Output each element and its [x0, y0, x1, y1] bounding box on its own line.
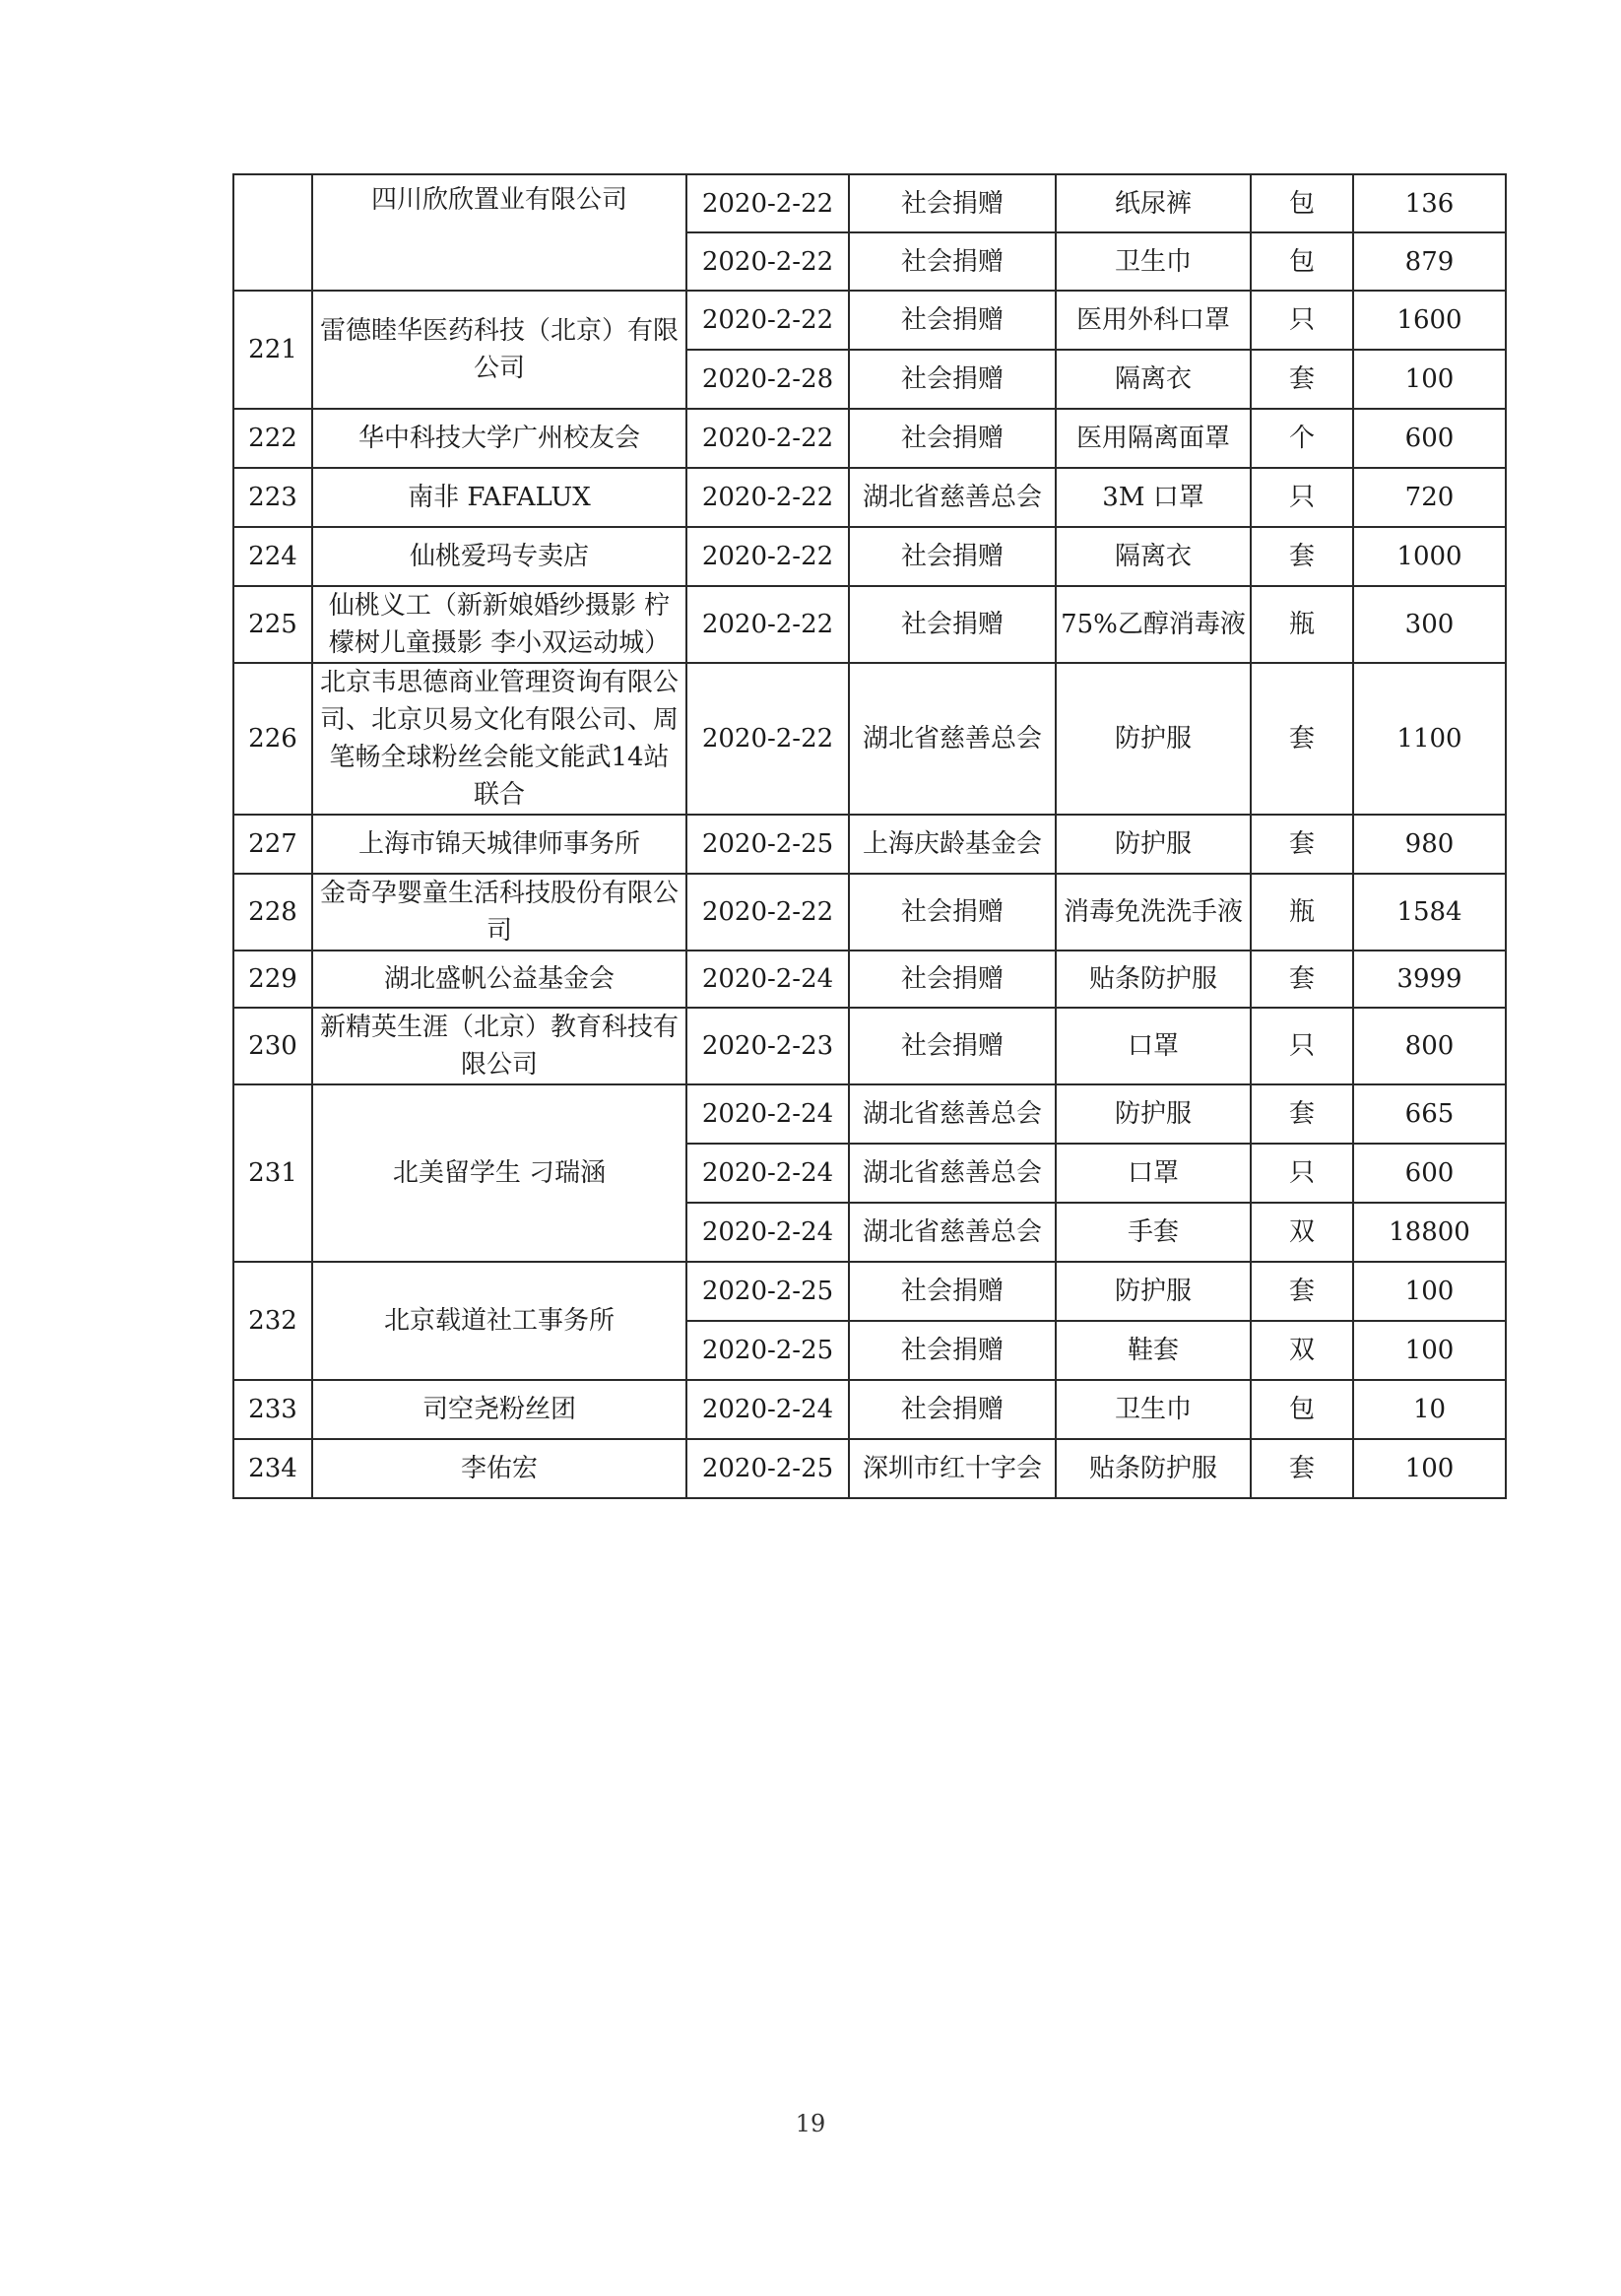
table-row: [233, 174, 1506, 232]
recipient-cell: 社会捐赠: [849, 409, 1056, 468]
serial-number-cell: 228: [233, 874, 312, 951]
table-row: [233, 586, 1506, 663]
item-cell: 口罩: [1056, 1008, 1251, 1084]
date-cell: 2020-2-22: [686, 874, 849, 951]
unit-cell: 个: [1251, 409, 1353, 468]
recipient-cell: 湖北省慈善总会: [849, 663, 1056, 815]
serial-number-cell: 224: [233, 527, 312, 586]
item-cell: 消毒免洗洗手液: [1056, 874, 1251, 951]
quantity-cell: 665: [1353, 1084, 1506, 1144]
donor-cell: 北美留学生 刁瑞涵: [312, 1084, 686, 1262]
recipient-cell: 社会捐赠: [849, 350, 1056, 409]
serial-number-cell: 230: [233, 1008, 312, 1084]
unit-cell: 包: [1251, 232, 1353, 291]
table-row: [233, 409, 1506, 468]
recipient-cell: 社会捐赠: [849, 586, 1056, 663]
donor-cell: 金奇孕婴童生活科技股份有限公司: [312, 874, 686, 951]
date-cell: 2020-2-23: [686, 1008, 849, 1084]
donor-cell: 北京载道社工事务所: [312, 1262, 686, 1380]
item-cell: 鞋套: [1056, 1321, 1251, 1380]
serial-number-cell: 225: [233, 586, 312, 663]
donor-cell: 南非 FAFALUX: [312, 468, 686, 527]
date-cell: 2020-2-24: [686, 951, 849, 1008]
unit-cell: 套: [1251, 527, 1353, 586]
quantity-cell: 100: [1353, 1262, 1506, 1321]
table-row: [233, 468, 1506, 527]
item-cell: 纸尿裤: [1056, 174, 1251, 232]
recipient-cell: 上海庆龄基金会: [849, 815, 1056, 874]
recipient-cell: 社会捐赠: [849, 1008, 1056, 1084]
table-row: [233, 663, 1506, 815]
item-cell: 卫生巾: [1056, 1380, 1251, 1439]
table-row: [233, 874, 1506, 951]
donor-cell: 新精英生涯（北京）教育科技有限公司: [312, 1008, 686, 1084]
quantity-cell: 720: [1353, 468, 1506, 527]
recipient-cell: 湖北省慈善总会: [849, 1144, 1056, 1203]
page-number: 19: [795, 2110, 826, 2137]
recipient-cell: 社会捐赠: [849, 1380, 1056, 1439]
item-cell: 3M 口罩: [1056, 468, 1251, 527]
date-cell: 2020-2-22: [686, 174, 849, 232]
date-cell: 2020-2-22: [686, 291, 849, 350]
donation-table: [232, 173, 1507, 1499]
quantity-cell: 1100: [1353, 663, 1506, 815]
quantity-cell: 100: [1353, 350, 1506, 409]
quantity-cell: 18800: [1353, 1203, 1506, 1262]
serial-number-cell: 227: [233, 815, 312, 874]
serial-number-cell: 229: [233, 951, 312, 1008]
donor-cell: 司空尧粉丝团: [312, 1380, 686, 1439]
serial-number-cell: 222: [233, 409, 312, 468]
table-row: [233, 815, 1506, 874]
date-cell: 2020-2-22: [686, 468, 849, 527]
donor-cell: 湖北盛帆公益基金会: [312, 951, 686, 1008]
unit-cell: 双: [1251, 1321, 1353, 1380]
unit-cell: 套: [1251, 1262, 1353, 1321]
donor-cell: 北京韦思德商业管理资询有限公司、北京贝易文化有限公司、周笔畅全球粉丝会能文能武14站联合: [312, 663, 686, 815]
date-cell: 2020-2-24: [686, 1380, 849, 1439]
serial-number-cell: 221: [233, 291, 312, 409]
donor-cell: 四川欣欣置业有限公司: [312, 174, 686, 291]
table-row: [233, 1084, 1506, 1144]
table-row: [233, 1008, 1506, 1084]
donor-cell: 上海市锦天城律师事务所: [312, 815, 686, 874]
recipient-cell: 深圳市红十字会: [849, 1439, 1056, 1498]
quantity-cell: 800: [1353, 1008, 1506, 1084]
date-cell: 2020-2-22: [686, 409, 849, 468]
item-cell: 贴条防护服: [1056, 1439, 1251, 1498]
item-cell: 手套: [1056, 1203, 1251, 1262]
recipient-cell: 社会捐赠: [849, 1321, 1056, 1380]
table-row: [233, 1380, 1506, 1439]
date-cell: 2020-2-22: [686, 663, 849, 815]
unit-cell: 套: [1251, 1084, 1353, 1144]
quantity-cell: 600: [1353, 409, 1506, 468]
donor-cell: 华中科技大学广州校友会: [312, 409, 686, 468]
item-cell: 卫生巾: [1056, 232, 1251, 291]
quantity-cell: 980: [1353, 815, 1506, 874]
unit-cell: 只: [1251, 1144, 1353, 1203]
quantity-cell: 136: [1353, 174, 1506, 232]
unit-cell: 瓶: [1251, 586, 1353, 663]
unit-cell: 套: [1251, 815, 1353, 874]
serial-number-cell: 234: [233, 1439, 312, 1498]
quantity-cell: 879: [1353, 232, 1506, 291]
date-cell: 2020-2-24: [686, 1084, 849, 1144]
date-cell: 2020-2-22: [686, 586, 849, 663]
recipient-cell: 社会捐赠: [849, 527, 1056, 586]
unit-cell: 套: [1251, 951, 1353, 1008]
recipient-cell: 湖北省慈善总会: [849, 468, 1056, 527]
quantity-cell: 1000: [1353, 527, 1506, 586]
table-row: [233, 291, 1506, 350]
serial-number-cell: 233: [233, 1380, 312, 1439]
serial-number-cell: [233, 174, 312, 291]
date-cell: 2020-2-28: [686, 350, 849, 409]
quantity-cell: 100: [1353, 1439, 1506, 1498]
item-cell: 医用隔离面罩: [1056, 409, 1251, 468]
table-row: [233, 1262, 1506, 1321]
unit-cell: 双: [1251, 1203, 1353, 1262]
item-cell: 防护服: [1056, 1084, 1251, 1144]
date-cell: 2020-2-25: [686, 1321, 849, 1380]
unit-cell: 套: [1251, 1439, 1353, 1498]
item-cell: 贴条防护服: [1056, 951, 1251, 1008]
quantity-cell: 3999: [1353, 951, 1506, 1008]
recipient-cell: 湖北省慈善总会: [849, 1084, 1056, 1144]
unit-cell: 包: [1251, 174, 1353, 232]
table-row: [233, 527, 1506, 586]
quantity-cell: 1584: [1353, 874, 1506, 951]
donation-table-body: [233, 174, 1506, 1498]
item-cell: 防护服: [1056, 815, 1251, 874]
recipient-cell: 社会捐赠: [849, 874, 1056, 951]
item-cell: 隔离衣: [1056, 350, 1251, 409]
donor-cell: 李佑宏: [312, 1439, 686, 1498]
quantity-cell: 10: [1353, 1380, 1506, 1439]
unit-cell: 瓶: [1251, 874, 1353, 951]
quantity-cell: 300: [1353, 586, 1506, 663]
date-cell: 2020-2-24: [686, 1203, 849, 1262]
date-cell: 2020-2-24: [686, 1144, 849, 1203]
serial-number-cell: 223: [233, 468, 312, 527]
recipient-cell: 社会捐赠: [849, 232, 1056, 291]
item-cell: 75%乙醇消毒液: [1056, 586, 1251, 663]
date-cell: 2020-2-22: [686, 232, 849, 291]
date-cell: 2020-2-25: [686, 815, 849, 874]
date-cell: 2020-2-22: [686, 527, 849, 586]
recipient-cell: 社会捐赠: [849, 1262, 1056, 1321]
serial-number-cell: 231: [233, 1084, 312, 1262]
item-cell: 防护服: [1056, 1262, 1251, 1321]
recipient-cell: 社会捐赠: [849, 291, 1056, 350]
unit-cell: 包: [1251, 1380, 1353, 1439]
unit-cell: 套: [1251, 350, 1353, 409]
item-cell: 隔离衣: [1056, 527, 1251, 586]
recipient-cell: 湖北省慈善总会: [849, 1203, 1056, 1262]
unit-cell: 套: [1251, 663, 1353, 815]
donor-cell: 雷德睦华医药科技（北京）有限公司: [312, 291, 686, 409]
donor-cell: 仙桃爱玛专卖店: [312, 527, 686, 586]
item-cell: 口罩: [1056, 1144, 1251, 1203]
unit-cell: 只: [1251, 1008, 1353, 1084]
unit-cell: 只: [1251, 468, 1353, 527]
serial-number-cell: 232: [233, 1262, 312, 1380]
date-cell: 2020-2-25: [686, 1439, 849, 1498]
quantity-cell: 600: [1353, 1144, 1506, 1203]
item-cell: 防护服: [1056, 663, 1251, 815]
date-cell: 2020-2-25: [686, 1262, 849, 1321]
recipient-cell: 社会捐赠: [849, 174, 1056, 232]
quantity-cell: 1600: [1353, 291, 1506, 350]
table-row: [233, 951, 1506, 1008]
serial-number-cell: 226: [233, 663, 312, 815]
unit-cell: 只: [1251, 291, 1353, 350]
quantity-cell: 100: [1353, 1321, 1506, 1380]
recipient-cell: 社会捐赠: [849, 951, 1056, 1008]
item-cell: 医用外科口罩: [1056, 291, 1251, 350]
table-row: [233, 1439, 1506, 1498]
donor-cell: 仙桃义工（新新娘婚纱摄影 柠檬树儿童摄影 李小双运动城）: [312, 586, 686, 663]
